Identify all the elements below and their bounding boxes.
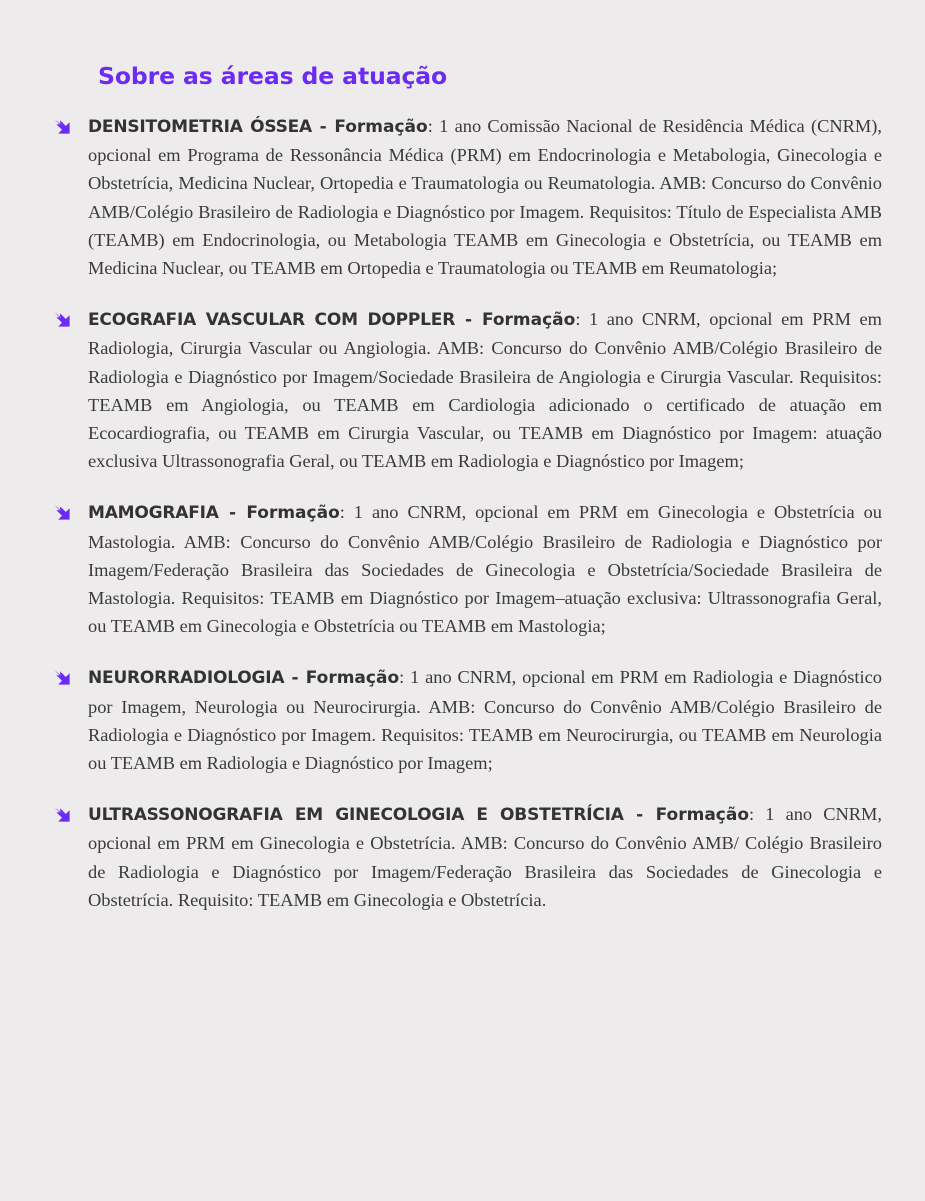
- area-separator: -: [284, 668, 306, 689]
- arrow-down-right-icon: [52, 112, 88, 138]
- area-paragraph: [88, 112, 882, 282]
- area-paragraph: [88, 498, 882, 640]
- area-sublabel: Formação: [334, 117, 428, 137]
- arrow-down-right-icon: [52, 663, 88, 689]
- area-paragraph: [88, 663, 882, 777]
- list-item: [52, 112, 882, 282]
- arrow-down-right-icon: [52, 498, 88, 524]
- area-separator: -: [623, 805, 656, 826]
- area-label: NEURORRADIOLOGIA: [88, 668, 285, 689]
- area-label: MAMOGRAFIA: [88, 503, 219, 524]
- area-label: ECOGRAFIA VASCULAR COM DOPPLER: [88, 310, 456, 331]
- area-label: ULTRASSONOGRAFIA EM GINECOLOGIA E OBSTETRÍCIA: [88, 805, 624, 826]
- area-sublabel: Formação: [305, 668, 400, 689]
- area-body: : 1 ano CNRM, opcional em PRM em Ginecologia e Obstetrícia. AMB: Concurso do Convênio AMB/ Colégio Brasileiro de Radiologia e Diagnóstico por Imagem/Federação Brasileira das Sociedades de Ginecologia e Obstetrícia. Requisito: TEAMB em Ginecologia e Obstetrícia.: [88, 804, 882, 910]
- area-separator: -: [455, 310, 482, 331]
- page-title: Sobre as áreas de atuação: [98, 62, 448, 90]
- area-body: : 1 ano CNRM, opcional em PRM em Ginecologia e Obstetrícia ou Mastologia. AMB: Concurso do Convênio AMB/Colégio Brasileiro de Radiologia e Diagnóstico por Imagem/Federação Brasileira das Sociedades de Ginecologia e Obstetrícia/Sociedade Brasileira de Mastologia. Requisitos: TEAMB em Diagnóstico por Imagem–atuação exclusiva: Ultrassonografia Geral, ou TEAMB em Ginecologia e Obstetrícia ou TEAMB em Mastologia;: [88, 502, 882, 637]
- area-body: : 1 ano CNRM, opcional em PRM em Radiologia e Diagnóstico por Imagem, Neurologia ou Neurocirurgia. AMB: Concurso do Convênio AMB/Colégio Brasileiro de Radiologia e Diagnóstico por Imagem. Requisitos: TEAMB em Neurocirurgia, ou TEAMB em Neurologia ou TEAMB em Radiologia e Diagnóstico por Imagem;: [88, 667, 882, 774]
- area-body: : 1 ano CNRM, opcional em PRM em Radiologia, Cirurgia Vascular ou Angiologia. AMB: Concurso do Convênio AMB/Colégio Brasileiro de Radiologia e Diagnóstico por Imagem/Sociedade Brasileira de Angiologia e Cirurgia Vascular. Requisitos: TEAMB em Angiologia, ou TEAMB em Cardiologia adicionado o certificado de atuação em Ecocardiografia, ou TEAMB em Cirurgia Vascular, ou TEAMB em Diagnóstico por Imagem: atuação exclusiva Ultrassonografia Geral, ou TEAMB em Radiologia e Diagnóstico por Imagem;: [88, 309, 882, 472]
- area-paragraph: [88, 305, 882, 475]
- arrow-down-right-icon: [52, 305, 88, 331]
- areas-list: [52, 112, 882, 937]
- area-sublabel: Formação: [481, 310, 576, 331]
- area-label: DENSITOMETRIA ÓSSEA: [88, 117, 313, 137]
- list-item: [52, 305, 882, 475]
- area-sublabel: Formação: [246, 503, 340, 524]
- arrow-down-right-icon: [52, 800, 88, 826]
- list-item: [52, 800, 882, 914]
- area-body: : 1 ano Comissão Nacional de Residência Médica (CNRM), opcional em Programa de Ressonância Médica (PRM) em Endocrinologia e Metabologia, Ginecologia e Obstetrícia, Medicina Nuclear, Ortopedia e Traumatologia ou Reumatologia. AMB: Concurso do Convênio AMB/Colégio Brasileiro de Radiologia e Diagnóstico por Imagem. Requisitos: Título de Especialista AMB (TEAMB) em Endocrinologia, ou Metabologia TEAMB em Ginecologia e Obstetrícia, ou TEAMB em Medicina Nuclear, ou TEAMB em Ortopedia e Traumatologia ou TEAMB em Reumatologia;: [88, 116, 882, 279]
- area-sublabel: Formação: [655, 805, 750, 826]
- area-paragraph: [88, 800, 882, 914]
- area-separator: -: [218, 503, 247, 524]
- list-item: [52, 663, 882, 777]
- area-separator: -: [312, 117, 335, 137]
- list-item: [52, 498, 882, 640]
